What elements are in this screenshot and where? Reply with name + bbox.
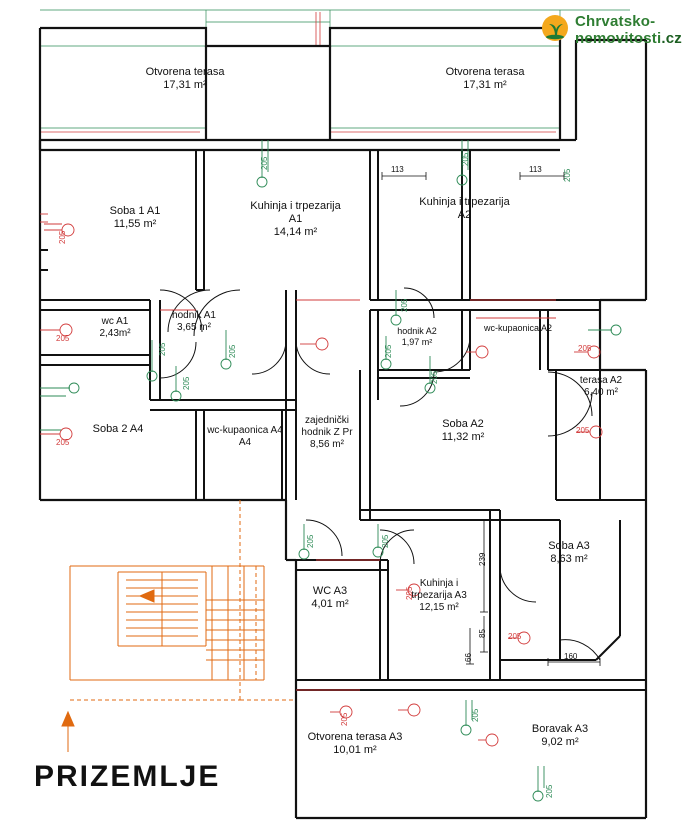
room-label-wc-kupaonica-a2	[458, 323, 578, 334]
room-area: 3,65 m²	[177, 321, 211, 333]
room-label-otvorena-terasa-a3	[290, 731, 420, 757]
dimension-205-k: 205	[576, 426, 590, 435]
dimension-205-g: 205	[306, 534, 315, 548]
room-label-wc-a1	[78, 316, 152, 340]
room-name: Otvorena terasa	[145, 66, 225, 78]
room-label-hodnik-a1	[152, 310, 236, 334]
room-area: 6,40 m²	[584, 386, 618, 398]
room-name: Soba 2 A4	[92, 423, 144, 435]
dimension-205-t: 205	[563, 168, 572, 182]
room-name: Soba A2	[442, 418, 484, 430]
site-logo[interactable]	[541, 14, 682, 48]
room-name: Kuhinja i trpezarija A2	[419, 196, 510, 221]
dimension-66: 66	[464, 653, 473, 662]
dimension-205-e: 205	[400, 298, 409, 312]
room-label-otvorena-terasa-2	[420, 66, 550, 92]
room-name: Soba 1 A1	[109, 205, 161, 217]
dimension-85: 85	[478, 629, 487, 638]
room-area: 9,02 m²	[541, 735, 579, 748]
room-label-otvorena-terasa-1	[120, 66, 250, 92]
room-area: 4,01 m²	[311, 597, 349, 610]
room-name: hodnik A1	[172, 310, 216, 321]
dimension-205-q: 205	[58, 230, 67, 244]
dimension-205-i: 205	[405, 586, 414, 600]
room-name: zajednički hodnik Z Pr	[301, 415, 353, 438]
dimension-205-s: 205	[461, 152, 470, 166]
room-name: wc-kupaonica A2	[483, 323, 553, 333]
room-area: 12,15 m²	[419, 601, 459, 613]
room-label-kuhinja-trpezarija-a2	[412, 196, 517, 222]
room-label-kuhinja-trpezarija-a1	[243, 200, 348, 239]
dimension-205-h: 205	[381, 534, 390, 548]
logo-line-2: nemovitosti	[574, 29, 662, 47]
dimension-205-m: 205	[471, 708, 480, 722]
dimension-205-p: 205	[56, 438, 70, 447]
room-area: 14,14 m²	[273, 225, 318, 238]
room-label-soba-a3	[524, 540, 614, 566]
room-label-boravak-a3	[512, 723, 608, 749]
room-area: 8,63 m²	[550, 552, 588, 565]
room-name: Kuhinja i trpezarija A1	[250, 200, 341, 225]
dimension-205-u: 205	[340, 712, 349, 726]
room-label-zajednicki-hodnik	[291, 415, 363, 450]
dimension-205-j: 205	[578, 344, 592, 353]
room-name: Soba A3	[548, 540, 590, 552]
dimension-205-l: 205	[508, 632, 522, 641]
room-area: 11,32 m²	[441, 430, 485, 443]
room-sub: A4	[238, 436, 252, 448]
room-label-terasa-a2	[562, 375, 640, 399]
dimension-205-d: 205	[384, 344, 393, 358]
room-label-wc-kupaonica-a4	[198, 425, 292, 449]
room-label-soba-2-a4	[70, 423, 166, 436]
dimension-205-f: 205	[430, 370, 439, 384]
room-area: 10,01 m²	[333, 743, 377, 756]
room-name: hodnik A2	[397, 326, 437, 336]
room-area: 8,56 m²	[310, 438, 344, 450]
logo-text	[575, 14, 682, 48]
room-name: wc A1	[101, 316, 129, 327]
page-title: PRIZEMLJE	[34, 760, 221, 793]
room-name: WC A3	[312, 585, 348, 597]
room-name: terasa A2	[579, 375, 623, 386]
room-area: 2,43m²	[99, 327, 131, 339]
room-name: Boravak A3	[531, 723, 589, 735]
room-name: wc-kupaonica A4	[207, 425, 283, 436]
room-name: Otvorena terasa A3	[307, 731, 403, 743]
dimension-205-n: 205	[545, 784, 554, 798]
dimension-205-c: 205	[228, 344, 237, 358]
dimension-205-o: 205	[56, 334, 70, 343]
room-label-wc-a3	[290, 585, 370, 611]
room-label-soba-1-a1	[80, 205, 190, 231]
room-area: 11,55 m²	[113, 217, 157, 230]
room-area: 17,31 m²	[463, 78, 507, 91]
room-name: Kuhinja i trpezarija A3	[411, 578, 467, 601]
dimension-113-right: 113	[529, 165, 542, 174]
room-label-soba-a2	[418, 418, 508, 444]
dimension-239: 239	[478, 552, 487, 566]
room-area: 17,31 m²	[163, 78, 207, 91]
dimension-205-b: 205	[182, 376, 191, 390]
logo-line-1: Chrvatsko-	[574, 13, 656, 30]
room-name: Otvorena terasa	[445, 66, 525, 78]
dimension-113-left: 113	[391, 165, 404, 174]
room-area: 1,97 m²	[401, 336, 433, 347]
dimension-160: 160	[564, 652, 578, 661]
dimension-205-a: 205	[158, 342, 167, 356]
dimension-205-r: 205	[260, 156, 269, 170]
palm-sun-icon	[541, 14, 569, 47]
logo-suffix: .cz	[661, 29, 682, 47]
